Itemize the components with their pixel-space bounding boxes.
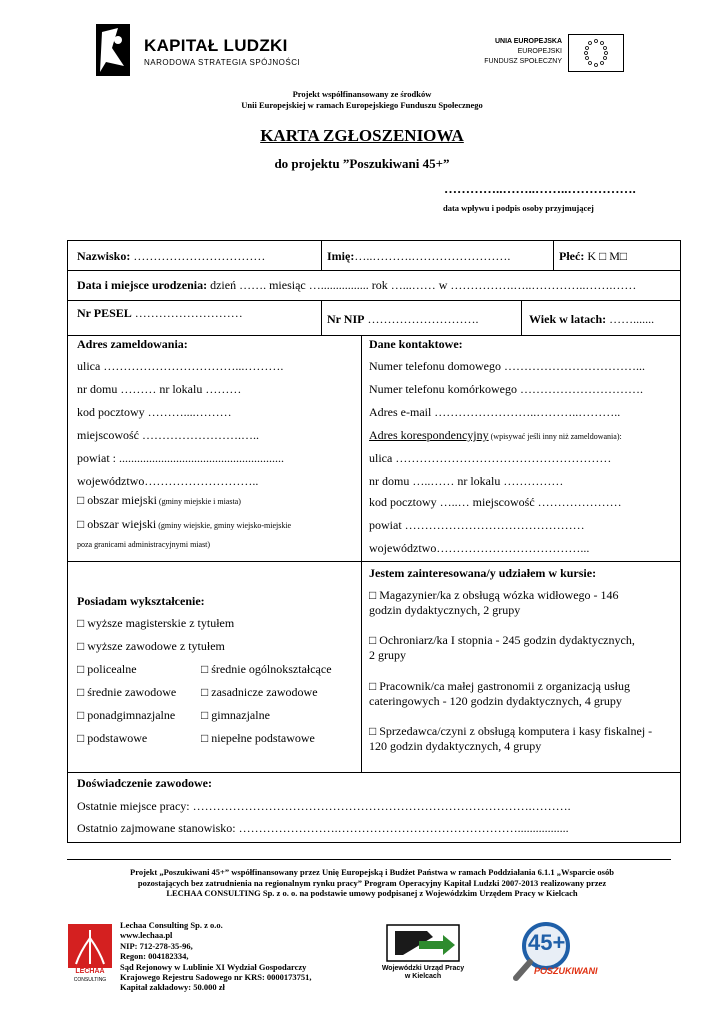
- surname-dots: ……………………………: [130, 249, 266, 263]
- birth-text: dzień ……. miesiąc …................ rok …...…… w …………….…..…………..…….……: [207, 278, 637, 292]
- company-info: [120, 920, 312, 993]
- col-divider: [553, 241, 554, 270]
- p45-text: POSZUKIWANI: [534, 966, 598, 976]
- address-county[interactable]: powiat : .......................................................: [77, 451, 284, 465]
- edu-option-bachelor[interactable]: □ wyższe zawodowe z tytułem: [77, 639, 225, 653]
- company-line: NIP: 712-278-35-96,: [120, 940, 193, 951]
- courses-header: Jestem zainteresowana/y udziałem w kursie:: [369, 566, 597, 580]
- company-line: Kapitał zakładowy: 50.000 zł: [120, 982, 225, 993]
- wup-emblem-icon: [383, 923, 463, 963]
- col-divider: [321, 241, 322, 270]
- last-workplace-field[interactable]: Ostatnie miejsce pracy: ………………………………………………………………………….……….: [77, 799, 571, 813]
- nip-field[interactable]: [327, 312, 478, 327]
- nip-dots: ……………………….: [364, 312, 479, 326]
- surname-field[interactable]: [77, 249, 265, 264]
- course-security-line2: 2 grupy: [369, 648, 406, 662]
- contact-header: Dane kontaktowe:: [369, 337, 463, 351]
- row-divider: [68, 270, 680, 271]
- wup-kielce-logo: [383, 923, 463, 985]
- birth-label: Data i miejsce urodzenia:: [77, 278, 208, 292]
- company-line: www.lechaa.pl: [120, 930, 173, 941]
- wup-line2: w Kielcach: [404, 973, 442, 980]
- kapital-ludzki-logo: [88, 22, 301, 82]
- birth-date-place-field[interactable]: [77, 278, 636, 293]
- course-option-sales[interactable]: [369, 724, 652, 754]
- edu-option-upper-secondary[interactable]: □ ponadgimnazjalne: [77, 708, 176, 722]
- row-divider: [68, 561, 680, 562]
- logo-title: KAPITAŁ LUDZKI: [144, 36, 288, 55]
- course-sales-line1: □ Sprzedawca/czyni z obsługą komputera i kasy fiskalnej -: [369, 724, 653, 738]
- area-rural-label: □ obszar wiejski: [77, 517, 157, 531]
- lechaa-emblem-icon: [68, 924, 112, 968]
- edu-option-lower-secondary[interactable]: □ gimnazjalne: [201, 708, 270, 722]
- area-urban-note: (gminy miejskie i miasta): [156, 497, 241, 506]
- age-dots: …….......: [606, 312, 655, 326]
- area-rural-checkbox[interactable]: [77, 517, 291, 532]
- course-warehouse-line2: godzin dydaktycznych, 2 grupy: [369, 603, 521, 617]
- course-option-security[interactable]: [369, 633, 635, 663]
- eu-line2: EUROPEJSKI: [517, 48, 562, 55]
- kapital-ludzki-emblem-icon: [88, 22, 136, 78]
- address-postal-code[interactable]: kod pocztowy ………....………: [77, 405, 232, 419]
- corr-house-number[interactable]: nr domu …..…… nr lokalu ……………: [369, 474, 564, 488]
- company-line: Lechaa Consulting Sp. z o.o.: [120, 920, 223, 930]
- course-warehouse-line1: □ Magazynier/ka z obsługą wózka widłowego - 146: [369, 588, 619, 602]
- signature-dots: …………..……..……..…………….: [444, 181, 636, 196]
- address-house-number[interactable]: nr domu ……… nr lokalu ………: [77, 382, 242, 396]
- correspondence-address-header: [369, 428, 622, 443]
- course-option-gastronomy[interactable]: [369, 679, 630, 709]
- first-name-label: Imię:: [327, 249, 355, 263]
- edu-option-general-secondary[interactable]: □ średnie ogólnokształcące: [201, 662, 332, 676]
- last-position-field[interactable]: Ostatnio zajmowane stanowisko: …………………….……………………………………….................: [77, 821, 569, 835]
- corr-postal-city[interactable]: kod pocztowy …..… miejscowość …………………: [369, 495, 622, 509]
- wup-text: [373, 965, 473, 981]
- age-label: Wiek w latach:: [529, 312, 607, 326]
- footer-line2: pozostających bez zatrudnienia na regionalnym rynku pracy” Program Operacyjny Kapitał Ludzki 2007-2013 realizowany przez: [137, 877, 607, 888]
- experience-header: Doświadczenie zawodowe:: [77, 776, 212, 790]
- phone-mobile-field[interactable]: Numer telefonu komórkowego ………………………….: [369, 382, 643, 396]
- course-sales-line2: 120 godzin dydaktycznych, 4 grupy: [369, 739, 542, 753]
- phone-home-field[interactable]: Numer telefonu domowego ……………………………...: [369, 359, 645, 373]
- correspondence-note: (wpisywać jeśli inny niż zameldowania):: [488, 432, 622, 441]
- email-field[interactable]: Adres e-mail ……………………..………..………..: [369, 405, 621, 419]
- cofinancing-line1: Projekt współfinansowany ze środków: [292, 89, 432, 99]
- footer-divider: [67, 859, 671, 860]
- first-name-field[interactable]: [327, 249, 510, 264]
- sex-options: K □ M□: [584, 249, 628, 263]
- pesel-field[interactable]: [77, 306, 243, 321]
- sex-field[interactable]: [559, 249, 627, 264]
- address-voivodeship[interactable]: województwo………………………..: [77, 474, 259, 488]
- eu-logo: [486, 34, 624, 74]
- address-city[interactable]: miejscowość …………………….…..: [77, 428, 259, 442]
- area-urban-checkbox[interactable]: [77, 493, 241, 508]
- address-header: Adres zameldowania:: [77, 337, 188, 351]
- row-divider: [68, 772, 680, 773]
- edu-option-vocational-secondary[interactable]: □ średnie zawodowe: [77, 685, 177, 699]
- edu-option-masters[interactable]: □ wyższe magisterskie z tytułem: [77, 616, 235, 630]
- logo-subtitle: NARODOWA STRATEGIA SPÓJNOŚCI: [144, 58, 301, 67]
- page-subtitle: do projektu ”Poszukiwani 45+”: [274, 156, 450, 171]
- col-divider: [321, 300, 322, 335]
- cofinancing-note: [0, 89, 724, 111]
- surname-label: Nazwisko:: [77, 249, 131, 263]
- col-divider: [361, 335, 362, 772]
- pesel-label: Nr PESEL: [77, 306, 132, 320]
- p45-number: 45+: [528, 930, 566, 955]
- footer-line3: LECHAA CONSULTING Sp. z o. o. na podstawie umowy podpisanej z Wojewódzkim Urzędem Pracy w Kielcach: [166, 888, 578, 898]
- correspondence-label: Adres korespondencyjny: [369, 428, 489, 442]
- first-name-dots: …..……….…………………….: [354, 249, 511, 263]
- corr-county[interactable]: powiat ………………………………………: [369, 518, 585, 532]
- area-rural-note: (gminy wiejskie, gminy wiejsko-miejskie: [156, 521, 292, 530]
- edu-option-primary[interactable]: □ podstawowe: [77, 731, 148, 745]
- course-gastronomy-line2: cateringowych - 120 godzin dydaktycznych, 4 grupy: [369, 694, 622, 708]
- edu-option-incomplete-primary[interactable]: □ niepełne podstawowe: [201, 731, 315, 745]
- education-header: Posiadam wykształcenie:: [77, 594, 205, 608]
- eu-flag-icon: [568, 34, 624, 72]
- course-gastronomy-line1: □ Pracownik/ca małej gastronomii z organizacją usług: [369, 679, 630, 693]
- poszukiwani-45-logo: [508, 920, 604, 982]
- course-security-line1: □ Ochroniarz/ka I stopnia - 245 godzin dydaktycznych,: [369, 633, 635, 647]
- area-urban-label: □ obszar miejski: [77, 493, 157, 507]
- lechaa-logo: [68, 924, 112, 986]
- footer-note: [72, 867, 672, 899]
- lechaa-sub: CONSULTING: [73, 977, 107, 983]
- course-option-warehouse[interactable]: [369, 588, 619, 618]
- corr-street[interactable]: ulica ………………………………………………: [369, 451, 612, 465]
- corr-voivodeship[interactable]: województwo………………………………...: [369, 541, 590, 555]
- row-divider: [68, 335, 680, 336]
- cofinancing-line2: Unii Europejskiej w ramach Europejskiego Funduszu Społecznego: [241, 100, 483, 110]
- edu-option-post-secondary[interactable]: □ policealne: [77, 662, 137, 676]
- lechaa-name: LECHAA: [75, 968, 105, 975]
- eu-line1: UNIA EUROPEJSKA: [494, 38, 562, 45]
- eu-line3: FUNDUSZ SPOŁECZNY: [484, 58, 562, 65]
- sex-label: Płeć:: [559, 249, 585, 263]
- page-title: KARTA ZGŁOSZENIOWA: [260, 126, 464, 145]
- edu-option-basic-vocational[interactable]: □ zasadnicze zawodowe: [201, 685, 318, 699]
- area-rural-note-2: poza granicami administracyjnymi miast): [77, 540, 211, 549]
- age-field[interactable]: [529, 312, 654, 327]
- wup-line1: Wojewódzki Urząd Pracy: [381, 965, 465, 972]
- address-street[interactable]: ulica ……………………………...……….: [77, 359, 284, 373]
- signature-label: data wpływu i podpis osoby przyjmującej: [443, 203, 594, 213]
- company-line: Regon: 004182334,: [120, 951, 189, 962]
- company-line: Krajowego Rejestru Sadowego nr KRS: 0000173751,: [120, 972, 312, 983]
- row-divider: [68, 300, 680, 301]
- application-form: [67, 240, 681, 843]
- col-divider: [521, 300, 522, 335]
- footer-line1: Projekt „Poszukiwani 45+” współfinansowany przez Unię Europejską i Budżet Państwa w ramach Poddziałania 6.1.1 „Wsparcie osób: [130, 867, 614, 877]
- pesel-dots: ………………………: [131, 306, 243, 320]
- nip-label: Nr NIP: [327, 312, 365, 326]
- company-line: Sąd Rejonowy w Lublinie XI Wydział Gospodarczy: [120, 961, 307, 972]
